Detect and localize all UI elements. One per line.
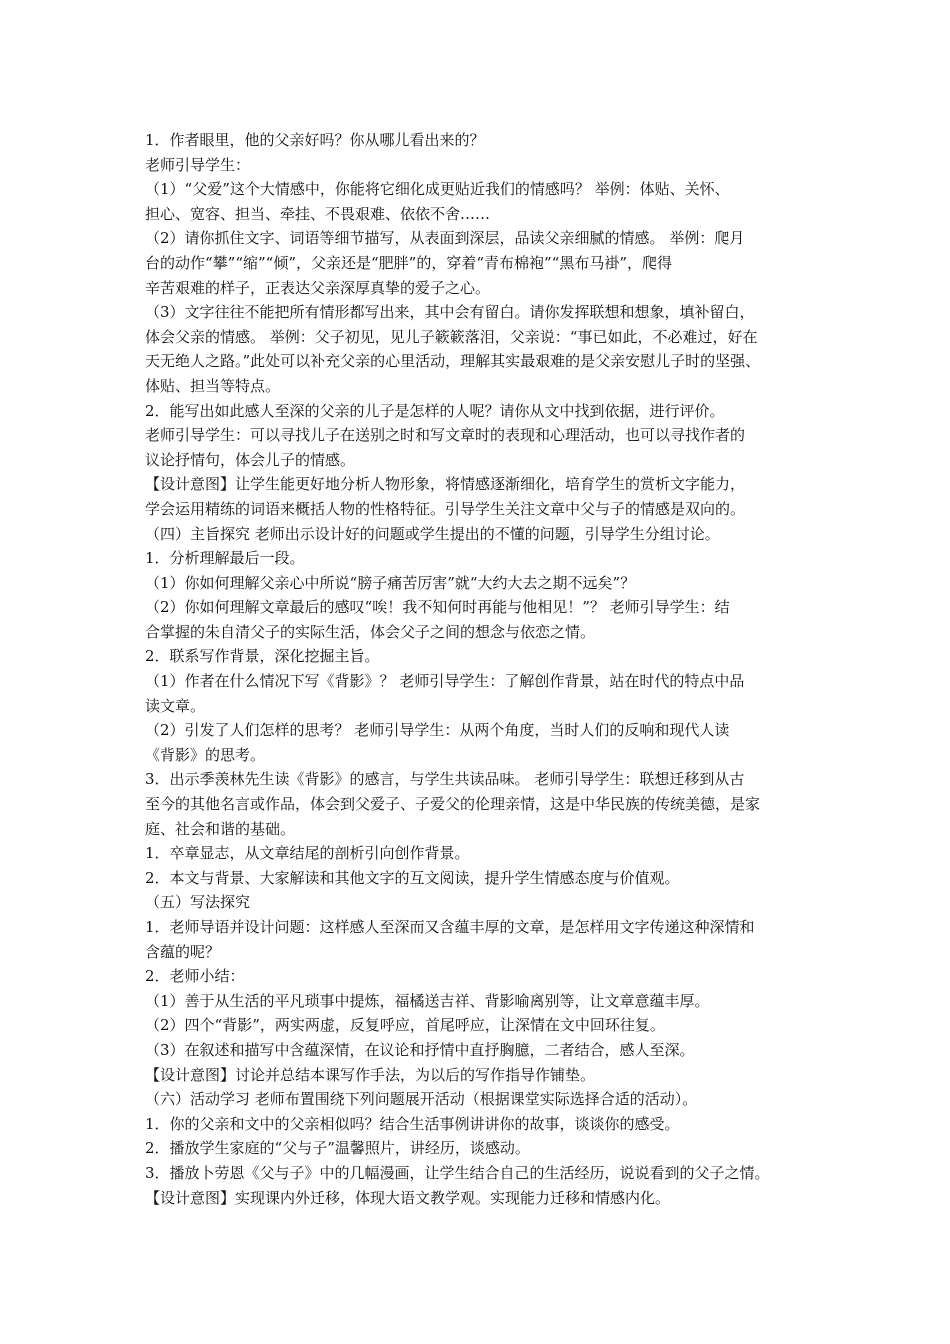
text-line: （2）四个“背影”，两实两虚，反复呼应，首尾呼应，让深情在文中回环往复。 xyxy=(145,1016,665,1035)
text-line: 1．卒章显志，从文章结尾的剖析引向创作背景。 xyxy=(145,844,470,863)
text-line: 【设计意图】让学生能更好地分析人物形象，将情感逐渐细化，培育学生的赏析文字能力， xyxy=(145,475,746,494)
text-line: 辛苦艰难的样子，正表达父亲深厚真挚的爱子之心。 xyxy=(145,278,491,297)
text-line: 读文章。 xyxy=(145,696,206,715)
text-line: （四）主旨探究 老师出示设计好的问题或学生提出的不懂的问题，引导学生分组讨论。 xyxy=(145,524,720,543)
text-line: 1．你的父亲和文中的父亲相似吗？结合生活事例讲讲你的故事，谈谈你的感受。 xyxy=(145,1114,680,1133)
text-line: 庭、社会和谐的基础。 xyxy=(145,819,296,838)
text-line: 老师引导学生： xyxy=(145,155,251,174)
text-line: 1．老师导语并设计问题：这样感人至深而又含蕴丰厚的文章，是怎样用文字传递这种深情和 xyxy=(145,918,755,936)
text-line: 2．联系写作背景，深化挖掘主旨。 xyxy=(145,647,380,666)
text-line: 体会父亲的情感。 举例：父子初见，见儿子簌簌落泪，父亲说：“事已如此，不必难过，好在 xyxy=(145,327,758,346)
text-line: （3）文字往往不能把所有情形都写出来，其中会有留白。请你发挥联想和想象，填补留白， xyxy=(145,303,755,322)
text-line: 体贴、担当等特点。 xyxy=(145,376,281,395)
text-line: （2）你如何理解文章最后的感叹“唉！我不知何时再能与他相见！”？ 老师引导学生：结 xyxy=(145,598,730,617)
text-line: 1．分析理解最后一段。 xyxy=(145,549,305,568)
text-line: 天无绝人之路。”此处可以补充父亲的心里活动，理解其实最艰难的是父亲安慰儿子时的坚强、 xyxy=(145,352,761,371)
text-line: 1．作者眼里，他的父亲好吗？你从哪儿看出来的？ xyxy=(145,131,485,149)
text-line: 2．老师小结： xyxy=(145,967,245,986)
text-line: 【设计意图】讨论并总结本课写作手法，为以后的写作指导作铺垫。 xyxy=(145,1065,596,1084)
text-line: 含蕴的呢？ xyxy=(145,942,221,961)
text-line: 2．播放学生家庭的“父与子”温馨照片，讲经历，谈感动。 xyxy=(145,1139,530,1158)
text-line: （1）作者在什么情况下写《背影》？ 老师引导学生：了解创作背景，站在时代的特点中品 xyxy=(145,672,745,691)
text-line: 至今的其他名言或作品，体会到父爱子、子爱父的伦理亲情，这是中华民族的传统美德，是家 xyxy=(145,795,761,814)
text-line: 老师引导学生：可以寻找儿子在送别之时和写文章时的表现和心理活动，也可以寻找作者的 xyxy=(145,426,746,445)
text-line: （1）“父爱”这个大情感中，你能将它细化成更贴近我们的情感吗？ 举例：体贴、关怀、 xyxy=(145,180,730,199)
text-line: （3）在叙述和描写中含蕴深情，在议论和抒情中直抒胸臆，二者结合，感人至深。 xyxy=(145,1040,695,1059)
text-line: 3．播放卜劳恩《父与子》中的几幅漫画，让学生结合自己的生活经历，说说看到的父子之情。 xyxy=(145,1163,770,1182)
text-line: 3．出示季羡林先生读《背影》的感言，与学生共读品味。 老师引导学生：联想迁移到从古 xyxy=(145,770,745,789)
text-line: 台的动作“攀”“缩”“倾”，父亲还是“肥胖”的，穿着“青布棉袍”“黑布马褂”，爬得 xyxy=(145,253,673,272)
text-line: （1）善于从生活的平凡琐事中提炼，福橘送吉祥、背影喻离别等，让文章意蕴丰厚。 xyxy=(145,991,710,1010)
text-line: （六）活动学习 老师布置围绕下列问题展开活动（根据课堂实际选择合适的活动）。 xyxy=(145,1090,698,1109)
text-line: （2）请你抓住文字、词语等细节描写，从表面到深层，品读父亲细腻的情感。 举例：爬月 xyxy=(145,229,745,248)
text-line: （2）引发了人们怎样的思考？ 老师引导学生：从两个角度，当时人们的反响和现代人读 xyxy=(145,721,730,740)
text-line: （五）写法探究 xyxy=(145,893,251,912)
text-line: 议论抒情句，体会儿子的情感。 xyxy=(145,450,356,469)
text-line: 担心、宽容、担当、牵挂、不畏艰难、依依不舍…… xyxy=(145,204,491,223)
text-line: 2．本文与背景、大家解读和其他文字的互文阅读，提升学生情感态度与价值观。 xyxy=(145,868,680,887)
document-body xyxy=(145,128,825,1210)
text-line: 学会运用精练的词语来概括人物的性格特征。引导学生关注文章中父与子的情感是双向的。 xyxy=(145,499,746,518)
text-line: 合掌握的朱自清父子的实际生活，体会父子之间的想念与依恋之情。 xyxy=(145,622,596,641)
text-line: 【设计意图】实现课内外迁移，体现大语文教学观。实现能力迁移和情感内化。 xyxy=(145,1188,671,1207)
text-line: （1）你如何理解父亲心中所说“膀子痛苦厉害”就“大约大去之期不远矣”？ xyxy=(145,573,636,592)
text-line: 2．能写出如此感人至深的父亲的儿子是怎样的人呢？请你从文中找到依据，进行评价。 xyxy=(145,401,725,420)
text-line: 《背影》的思考。 xyxy=(145,745,266,764)
